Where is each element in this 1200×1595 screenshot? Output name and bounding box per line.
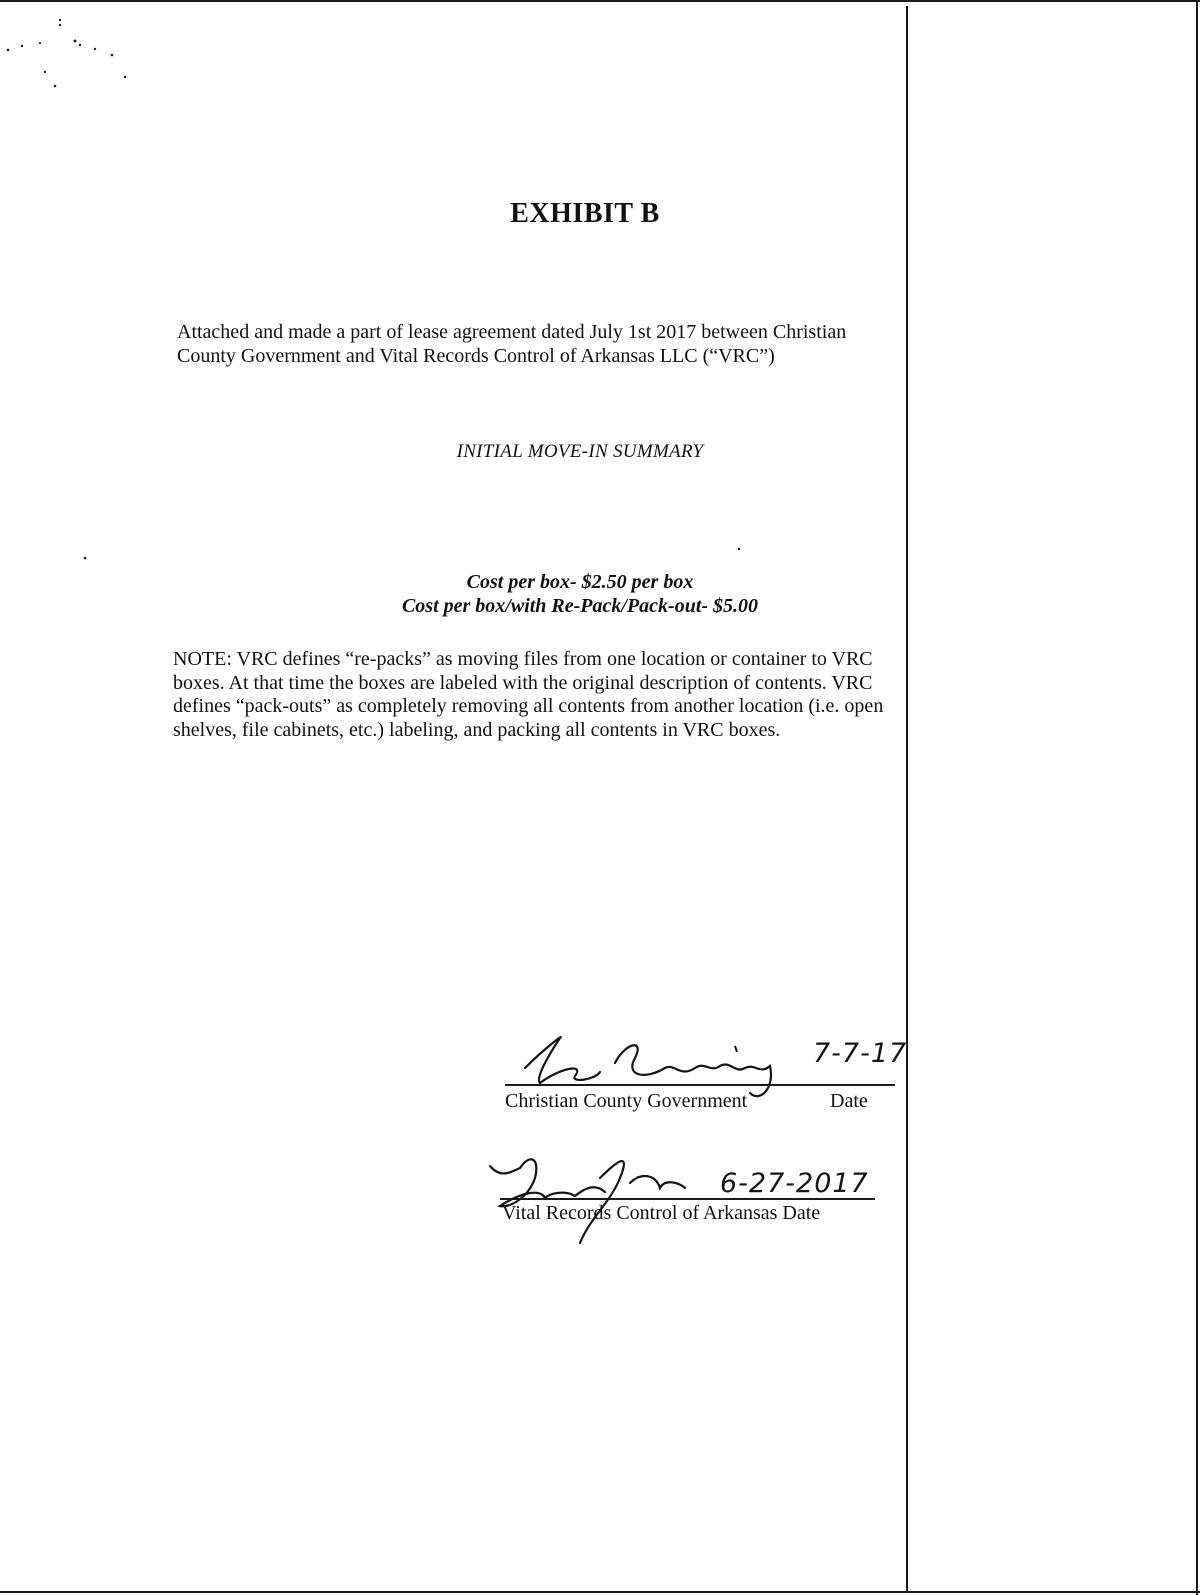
scan-speck — [735, 545, 745, 555]
intro-paragraph — [177, 320, 937, 368]
vrc-signature-block — [480, 1148, 900, 1268]
page-border-right — [1196, 0, 1198, 1595]
vrc-handwritten-date: 6-27-2017 — [720, 1168, 869, 1199]
note-line-3: defines “pack-outs” as completely removing all contents from another location (i.e. open — [173, 695, 884, 717]
county-handwritten-date: 7-7-17 — [813, 1038, 908, 1069]
scan-speck — [80, 550, 100, 570]
note-paragraph — [173, 648, 973, 742]
county-caption: Christian County Government — [505, 1090, 748, 1112]
county-signature-line — [505, 1084, 895, 1086]
note-line-1: NOTE: VRC defines “re-packs” as moving files from one location or container to VRC — [173, 648, 873, 670]
vrc-caption: Vital Records Control of Arkansas Date — [502, 1202, 821, 1224]
cost-per-box-repack: Cost per box/with Re-Pack/Pack-out- $5.00 — [401, 595, 759, 617]
exhibit-title: EXHIBIT B — [510, 198, 660, 229]
note-line-2: boxes. At that time the boxes are labeled with the original description of contents. VRC — [173, 671, 873, 694]
cost-block — [330, 570, 830, 618]
scan-vertical-line — [906, 6, 908, 1591]
intro-line-2: County Government and Vital Records Control of Arkansas LLC (“VRC”) — [177, 345, 775, 367]
county-signature-block — [505, 1028, 925, 1118]
scan-speckles — [0, 0, 140, 100]
cost-per-box: Cost per box- $2.50 per box — [466, 571, 694, 593]
county-date-caption: Date — [830, 1090, 868, 1112]
summary-subtitle: INITIAL MOVE-IN SUMMARY — [456, 441, 704, 462]
note-line-4: shelves, file cabinets, etc.) labeling, and packing all contents in VRC boxes. — [173, 718, 781, 741]
page-border-bottom — [0, 1591, 1200, 1593]
intro-line-1: Attached and made a part of lease agreement dated July 1st 2017 between Christian — [177, 321, 847, 343]
page-border-top — [0, 0, 1200, 2]
